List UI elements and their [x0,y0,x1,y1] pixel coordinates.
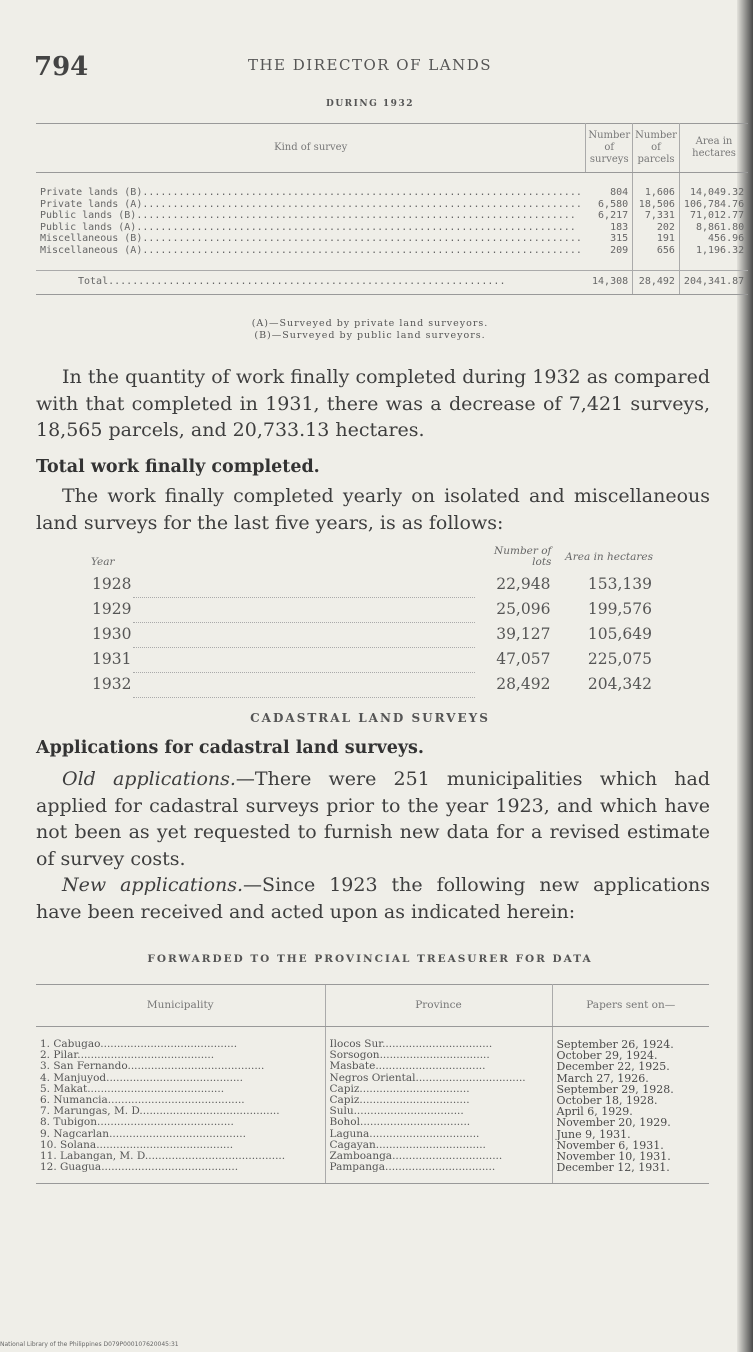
column-header: Papers sent on— [552,985,709,1027]
municipality: 5. Makat [40,1083,88,1095]
municipality: 2. Pilar [40,1050,78,1062]
column-header: Number of parcels [633,124,680,173]
table-cell: 804 [586,187,633,199]
table-cell: 14,308 [586,271,633,295]
table-cell: 191 [633,233,680,245]
table-subhead: DURING 1932 [326,99,414,109]
column-header: Municipality [36,985,325,1027]
year-cell: 1932 [92,675,132,693]
table-row: 12. Guagua......................................... Pampanga................................. December 12, 1931. [36,1162,709,1173]
province: Masbate [329,1061,376,1073]
survey-kind: Miscellaneous (A) [40,244,143,256]
municipality: 4. Manjuyod [40,1072,107,1084]
forwarded-table [36,984,709,1184]
table-cell: 225,075 [587,650,652,668]
old-applications-label: Old applications. [62,768,236,790]
table-cell: 28,492 [633,271,680,295]
table-row: 5. Makat......................................... Capiz................................. September 29, 1928. [36,1084,709,1095]
paragraph-text: The work finally completed yearly on isolated and miscellaneous land surveys for the last five years, is as follows: [36,485,710,534]
table-cell: 183 [586,222,633,234]
date-cell: November 10, 1931. [556,1151,671,1163]
table-notes [0,318,740,342]
municipality: 6. Numancia [40,1095,108,1107]
province: Zamboanga [329,1151,393,1163]
table-cell: 25,096 [496,600,551,618]
column-header: Number of lots [494,545,552,568]
table-cell: 209 [586,245,633,257]
table-cell: 7,331 [633,210,680,222]
table-cell: 202 [633,222,680,234]
province: Capiz [329,1095,360,1107]
table-row: Miscellaneous (B)......................................................................... 315 191 456.96 [36,233,748,245]
province: Cagayan [329,1139,376,1151]
paragraph-yearly [36,483,710,536]
table-cell: 315 [586,233,633,245]
municipality: 7. Marungas, M. D. [40,1106,143,1118]
table-row: 3. San Fernando......................................... Masbate................................. December 22, 1925. [36,1061,709,1072]
column-header: Area in hectares [565,550,653,563]
note-line: (A)—Surveyed by private land surveyors. [251,318,489,329]
year-cell: 1929 [92,600,132,618]
table-row: 8. Tubigon......................................... Bohol................................. November 20, 1929. [36,1117,709,1128]
survey-kind: Public lands (B) [40,210,137,221]
forwarded-table-title: FORWARDED TO THE PROVINCIAL TREASURER FOR DATA [147,953,593,965]
survey-table [36,123,748,295]
table-row: 10. Solana......................................... Cagayan................................. November 6, 1931. [36,1140,709,1151]
date-cell: March 27, 1926. [556,1072,649,1084]
column-header: Area in hectares [679,124,748,173]
table-cell: 39,127 [496,625,551,643]
total-row: Total.................................................................. 14,308 28,492 204,341.87 [36,271,748,295]
table-cell: 105,649 [587,625,652,643]
date-cell: June 9, 1931. [556,1128,631,1140]
table-cell: 6,217 [586,210,633,222]
table-row: 6. Numancia......................................... Capiz................................. October 18, 1928. [36,1095,709,1106]
table-row [90,672,654,697]
table-cell: 199,576 [587,600,652,618]
province: Negros Oriental [329,1072,416,1084]
municipality: 3. San Fernando [40,1061,128,1073]
municipality: 8. Tubigon [40,1117,98,1129]
heading-total-work: Total work finally completed. [36,457,320,477]
province: Capiz [329,1083,360,1095]
table-cell: 71,012.77 [689,210,745,221]
table-cell: 22,948 [496,575,551,593]
scan-footer: National Library of the Philippines D079P000107620045:31 [0,1341,179,1348]
heading-applications: Applications for cadastral land surveys. [36,738,424,758]
municipality: 9. Nagcarlan [40,1128,110,1140]
date-cell: November 6, 1931. [556,1139,664,1152]
column-header: Kind of survey [36,124,586,173]
table-row: Public lands (B)......................................................................... 6,217 7,331 71,012.77 [36,210,748,222]
table-cell: 204,342 [587,675,652,693]
table-row: 1. Cabugao......................................... Ilocos Sur................................. September 26, 1924. [36,1039,709,1050]
province: Sulu [329,1106,354,1118]
survey-kind: Public lands (A) [40,221,137,233]
date-cell: November 20, 1929. [556,1117,671,1129]
table-row: Private lands (B)......................................................................... 804 1,606 14,049.32 [36,187,748,199]
survey-kind: Miscellaneous (B) [40,233,143,244]
table-cell: 28,492 [496,675,551,693]
province: Pampanga [329,1162,386,1174]
paragraph-old-applications [36,766,710,872]
paragraph-text: In the quantity of work finally completed during 1932 as compared with that completed in 1931, there was a decrease of 7,421 surveys, 18,565 parcels, and 20,733.13 hectares. [36,366,710,441]
date-cell: December 12, 1931. [556,1162,670,1174]
table-row [90,572,654,597]
table-row: Private lands (A)......................................................................... 6,580 18,506 106,784.76 [36,199,748,211]
paragraph-text: —There were 251 municipalities which had applied for cadastral surveys prior to the year 1923, and which have not been as yet requested to furnish new data for a revised estimate of survey costs. [36,768,711,870]
table-cell: 1,606 [633,187,680,199]
municipality: 1. Cabugao [40,1039,101,1050]
table-cell: 14,049.32 [689,187,745,198]
table-cell: 47,057 [496,650,551,668]
paragraph-new-applications [36,872,710,925]
column-header: Year [91,556,115,568]
province: Sorsogon [329,1050,380,1062]
province: Laguna [329,1128,370,1140]
yearly-table [90,545,654,698]
table-cell: 153,139 [587,575,652,593]
table-cell: 8,861.80 [695,221,745,233]
survey-table-header [36,124,748,173]
survey-kind: Private lands (A) [40,198,143,210]
table-row: 7. Marungas, M. D.......................................... Sulu................................. April 6, 1929. [36,1106,709,1117]
table-cell: 6,580 [586,199,633,211]
table-row: 11. Labangan, M. D.......................................... Zamboanga................................. November 10, 1931. [36,1151,709,1162]
table-row: 9. Nagcarlan......................................... Laguna................................. June 9, 1931. [36,1129,709,1140]
province: Ilocos Sur [329,1039,383,1050]
year-cell: 1930 [92,625,132,643]
paragraph-decrease [36,364,710,444]
table-row [90,597,654,622]
survey-kind: Private lands (B) [40,187,143,198]
municipality: 12. Guagua [40,1162,102,1174]
running-head: THE DIRECTOR OF LANDS [247,56,493,74]
table-cell: 204,341.87 [679,271,748,295]
province: Bohol [329,1117,360,1129]
table-row [90,622,654,647]
table-row: 4. Manjuyod......................................... Negros Oriental................................. March 27, 1926. [36,1073,709,1084]
new-applications-label: New applications. [62,874,244,896]
paragraph-text: —Since 1923 the following new applications have been received and acted upon as indicated herein: [36,874,710,923]
table-row: Miscellaneous (A)......................................................................... 209 656 1,196.32 [36,245,748,257]
column-header: Number of surveys [586,124,633,173]
table-cell: 18,506 [633,199,680,211]
table-row: Public lands (A)......................................................................... 183 202 8,861.80 [36,222,748,234]
date-cell: September 29, 1928. [556,1083,674,1096]
date-cell: September 26, 1924. [556,1039,674,1051]
year-cell: 1928 [92,575,132,593]
table-row [90,647,654,672]
table-cell: 656 [633,245,680,257]
page-number: 794 [34,52,89,82]
note-line: (B)—Surveyed by public land surveyors. [254,330,486,341]
table-cell: 1,196.32 [695,244,745,256]
total-label: Total [78,276,109,287]
table-cell: 106,784.76 [683,198,745,210]
municipality: 11. Labangan, M. D. [40,1151,149,1163]
date-cell: October 18, 1928. [556,1095,658,1107]
municipality: 10. Solana [40,1139,97,1151]
date-cell: October 29, 1924. [556,1050,658,1062]
date-cell: December 22, 1925. [556,1061,670,1073]
year-cell: 1931 [92,650,132,668]
table-row: 2. Pilar......................................... Sorsogon................................. October 29, 1924. [36,1050,709,1061]
date-cell: April 6, 1929. [556,1106,633,1118]
section-title: CADASTRAL LAND SURVEYS [250,711,490,725]
table-cell: 456.96 [708,233,745,244]
column-header: Province [325,985,552,1027]
